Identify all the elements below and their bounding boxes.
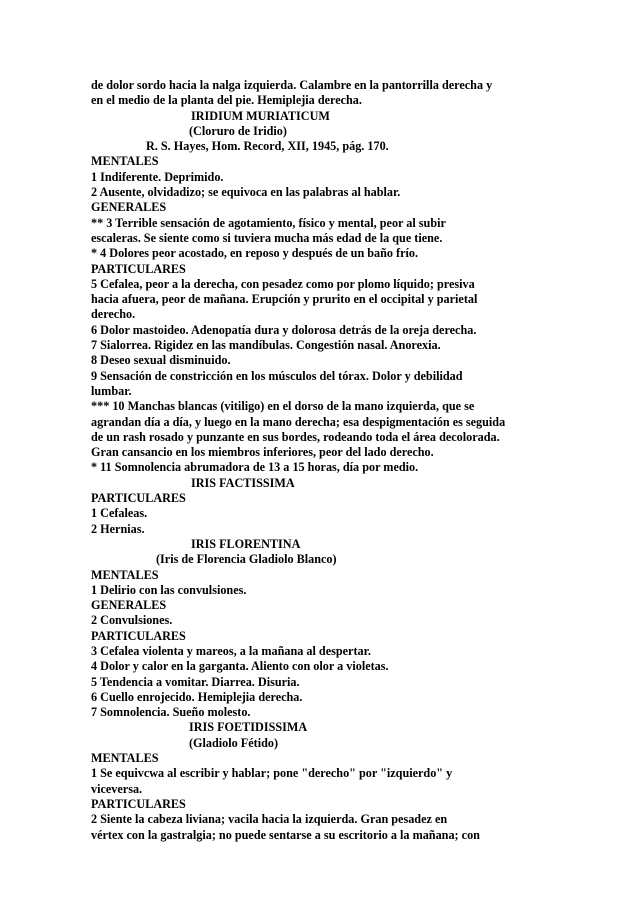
text-line: 2 Hernias. [91, 521, 145, 536]
text-line: IRIDIUM MURIATICUM [191, 108, 330, 123]
text-line: viceversa. [91, 781, 143, 796]
text-line: 1 Cefaleas. [91, 506, 148, 521]
text-line: IRIS FACTISSIMA [191, 475, 295, 490]
text-line: 1 Indiferente. Deprimido. [91, 169, 224, 184]
text-line: 6 Dolor mastoideo. Adenopatía dura y dolorosa detrás de la oreja derecha. [91, 322, 477, 337]
text-line: de dolor sordo hacia la nalga izquierda. Calambre en la pantorrilla derecha y [91, 78, 493, 92]
document-page [91, 78, 611, 843]
text-line: Gran cansancio en los miembros inferiores, peor del lado derecho. [91, 445, 434, 460]
text-line: de un rash rosado y punzante en sus bordes, rodeando toda el área decolorada. [91, 429, 500, 444]
text-line: 2 Convulsiones. [91, 613, 173, 628]
text-line: 7 Sialorrea. Rigidez en las mandíbulas. Congestión nasal. Anorexia. [91, 338, 441, 353]
text-line: derecho. [91, 307, 136, 322]
text-line: MENTALES [91, 567, 159, 582]
text-line: * 4 Dolores peor acostado, en reposo y después de un baño frío. [91, 246, 419, 261]
text-line: PARTICULARES [91, 261, 186, 276]
text-line: IRIS FLORENTINA [191, 536, 301, 551]
text-line: 3 Cefalea violenta y mareos, a la mañana al despertar. [91, 643, 371, 658]
text-line: vértex con la gastralgia; no puede sentarse a su escritorio a la mañana; con [91, 827, 480, 842]
text-line: 2 Ausente, olvidadizo; se equivoca en las palabras al hablar. [91, 185, 401, 200]
text-line: hacia afuera, peor de mañana. Erupción y prurito en el occipital y parietal [91, 292, 478, 307]
text-line: en el medio de la planta del pie. Hemiplejia derecha. [91, 93, 362, 108]
text-line: GENERALES [91, 200, 167, 215]
text-line: 4 Dolor y calor en la garganta. Aliento con olor a violetas. [91, 659, 389, 674]
text-line: 8 Deseo sexual disminuido. [91, 353, 231, 368]
text-line: *** 10 Manchas blancas (vitiligo) en el dorso de la mano izquierda, que se [91, 399, 475, 414]
text-line: 5 Tendencia a vomitar. Diarrea. Disuria. [91, 674, 300, 689]
text-line: agrandan día a día, y luego en la mano derecha; esa despigmentación es seguida [91, 414, 506, 429]
text-line: PARTICULARES [91, 796, 186, 811]
text-line: R. S. Hayes, Hom. Record, XII, 1945, pág. 170. [146, 139, 389, 154]
text-line: 1 Se equivcwa al escribir y hablar; pone "derecho" por "izquierdo" y [91, 766, 453, 781]
text-line: ** 3 Terrible sensación de agotamiento, físico y mental, peor al subir [91, 215, 446, 230]
text-line: (Cloruro de Iridio) [189, 123, 287, 138]
text-line: 5 Cefalea, peor a la derecha, con pesadez como por plomo líquido; presiva [91, 276, 475, 291]
text-line: IRIS FOETIDISSIMA [189, 720, 308, 735]
text-line: 2 Siente la cabeza liviana; vacila hacia la izquierda. Gran pesadez en [91, 812, 448, 827]
text-line: (Gladiolo Fétido) [189, 735, 279, 750]
text-line: 1 Delirio con las convulsiones. [91, 582, 247, 597]
text-line: 7 Somnolencia. Sueño molesto. [91, 705, 251, 720]
text-line: (Iris de Florencia Gladiolo Blanco) [156, 552, 337, 567]
text-line: MENTALES [91, 154, 159, 169]
text-line: PARTICULARES [91, 491, 186, 506]
text-line: escaleras. Se siente como si tuviera mucha más edad de la que tiene. [91, 230, 443, 245]
text-line: GENERALES [91, 598, 167, 613]
text-line: 6 Cuello enrojecido. Hemiplejia derecha. [91, 689, 303, 704]
text-line: 9 Sensación de constricción en los músculos del tórax. Dolor y debilidad [91, 368, 463, 383]
text-line: MENTALES [91, 751, 159, 766]
text-line: PARTICULARES [91, 628, 186, 643]
text-line: * 11 Somnolencia abrumadora de 13 a 15 horas, día por medio. [91, 460, 419, 475]
text-line: lumbar. [91, 383, 132, 398]
